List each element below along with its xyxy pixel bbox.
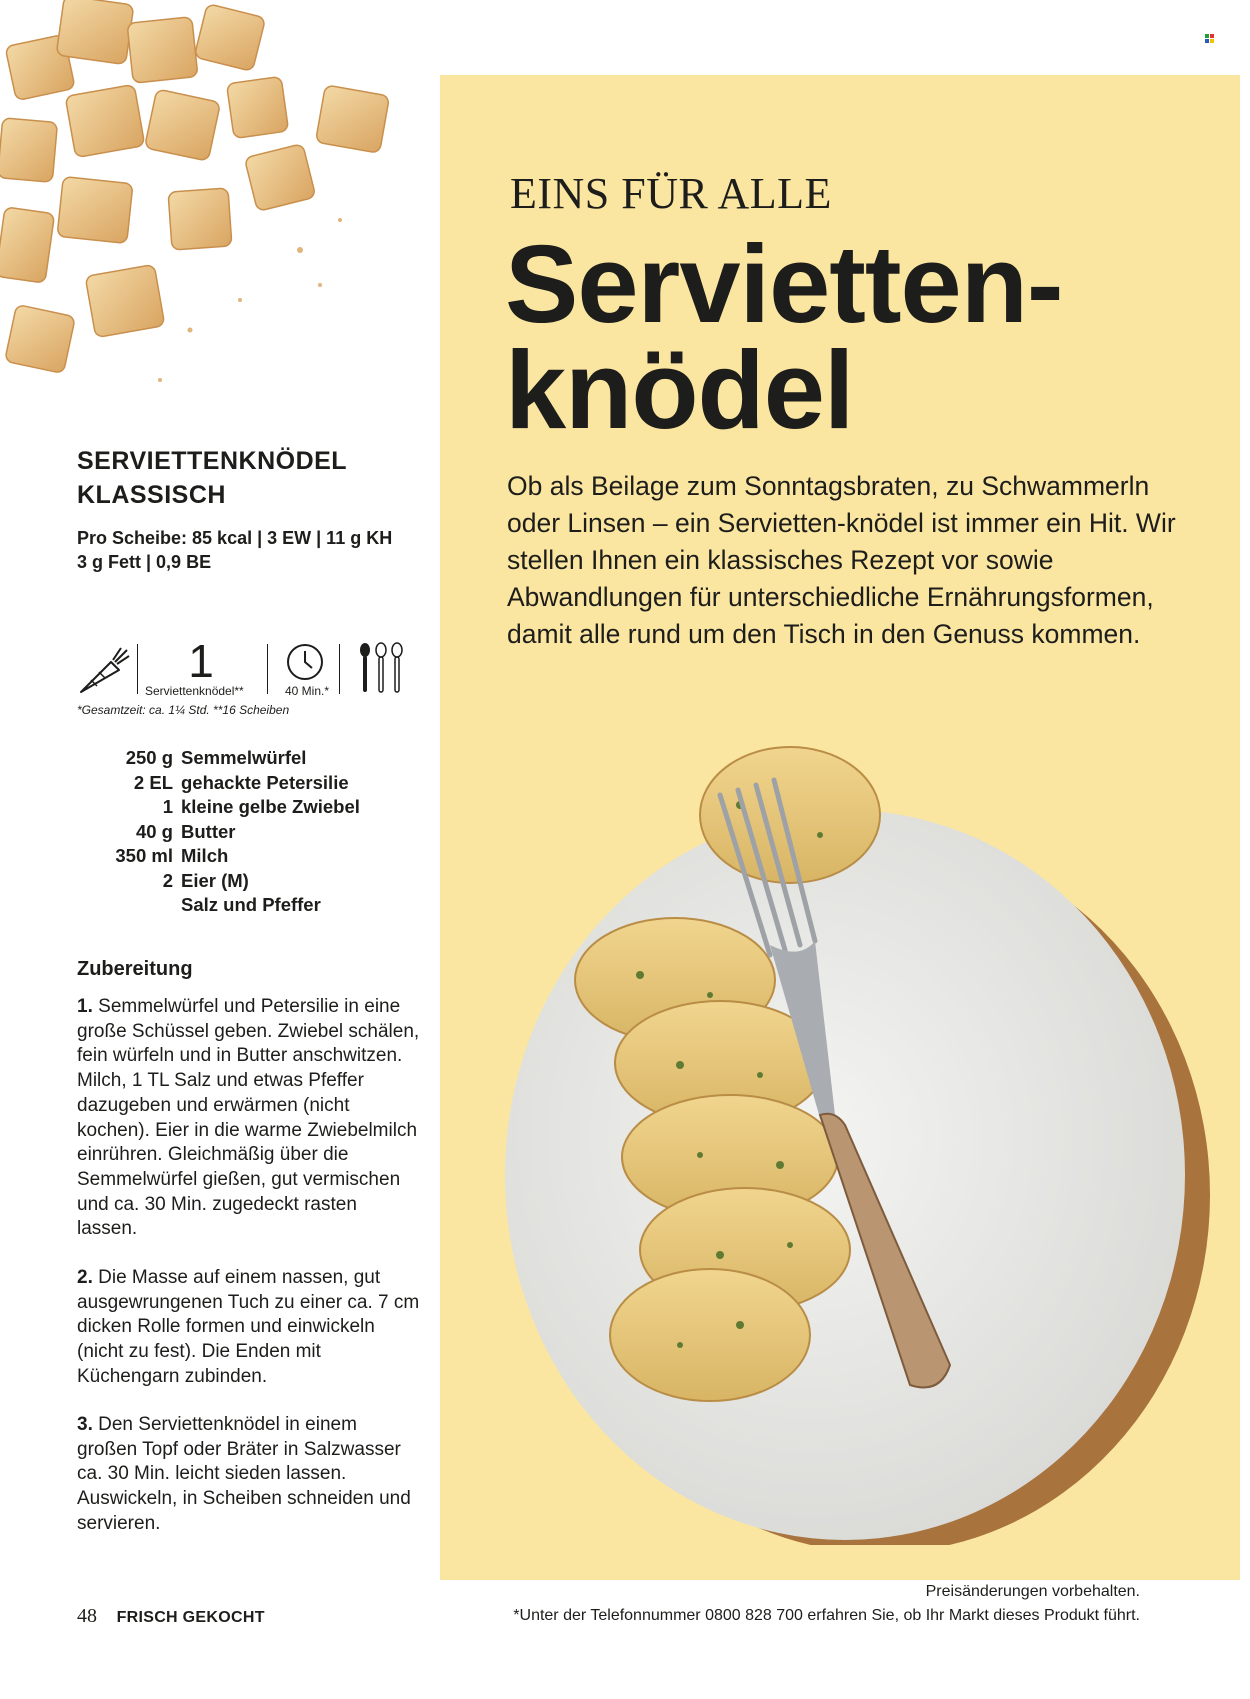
nutrition-line-2: 3 g Fett | 0,9 BE bbox=[77, 552, 212, 572]
carrot-icon bbox=[77, 646, 133, 696]
clock-icon bbox=[285, 642, 325, 682]
ingredient-name: gehackte Petersilie bbox=[181, 771, 349, 793]
ingredient-qty bbox=[90, 893, 181, 918]
ingredient-qty: 250 g bbox=[125, 747, 173, 768]
ingredient-qty: 40 g bbox=[135, 820, 173, 842]
recipe-title-line-1: SERVIETTENKNÖDEL bbox=[77, 447, 348, 475]
title-line-2: knödel bbox=[505, 329, 854, 452]
ingredient-qty: 1 bbox=[162, 796, 173, 817]
ingredient-list bbox=[90, 746, 360, 918]
title-line-1: Servietten- bbox=[505, 223, 1063, 346]
servings-count: 1 bbox=[188, 635, 214, 687]
ingredient-name: Salz und Pfeffer bbox=[181, 894, 321, 915]
section-kicker: EINS FÜR ALLE bbox=[510, 169, 832, 218]
ingredient-row bbox=[90, 820, 360, 845]
magazine-brand: FRISCH GEKOCHT bbox=[116, 1609, 265, 1626]
price-disclaimer: Preisänderungen vorbehalten. bbox=[925, 1583, 1140, 1600]
info-separator bbox=[339, 644, 340, 694]
phone-disclaimer: *Unter der Telefonnummer 0800 828 700 erfahren Sie, ob Ihr Markt dieses Produkt führt. bbox=[513, 1607, 1140, 1624]
ingredient-qty: 2 bbox=[162, 869, 173, 891]
step-text: Semmelwürfel und Petersilie in eine große Schüssel geben. Zwiebel schälen, fein würfeln und in Butter anschwitzen. Milch, 1 TL Salz und etwas Pfeffer dazugeben und erwärmen (nicht kochen). Eier in die warme Zwiebelmilch einrühren. Gleichmäßig über die Semmelwürfel gießen, gut vermischen und ca. 30 Min. zugedeckt rasten lassen. bbox=[77, 996, 420, 1240]
ingredient-name: Butter bbox=[181, 820, 236, 842]
page-title bbox=[505, 223, 1063, 452]
print-marks-icon bbox=[1205, 34, 1214, 43]
page-number: 48 bbox=[77, 1605, 97, 1627]
preparation-step bbox=[77, 995, 422, 1242]
info-footnote: *Gesamtzeit: ca. 1¼ Std. **16 Scheiben bbox=[77, 703, 290, 717]
difficulty-spoons-icon bbox=[357, 642, 407, 694]
ingredient-row bbox=[90, 893, 360, 918]
page-footer bbox=[77, 1605, 265, 1628]
ingredient-row bbox=[90, 746, 360, 771]
intro-text: Ob als Beilage zum Sonntagsbraten, zu Schwammerln oder Linsen – ein Servietten-knödel ist immer ein Hit. Wir stellen Ihnen ein klassisches Rezept vor sowie Abwandlungen für unterschiedliche Ernährungsformen, damit alle rund um den Tisch in den Genuss kommen. bbox=[507, 471, 1176, 649]
step-text: Den Serviettenknödel in einem großen Topf oder Bräter in Salzwasser ca. 30 Min. leicht sieden lassen. Auswickeln, in Scheiben schneiden und servieren. bbox=[77, 1414, 411, 1534]
ingredient-name: Eier (M) bbox=[181, 869, 249, 891]
ingredient-name: Semmelwürfel bbox=[181, 747, 307, 768]
nutrition-info bbox=[77, 526, 392, 574]
preparation-heading: Zubereitung bbox=[77, 958, 193, 980]
time-label: 40 Min.* bbox=[285, 684, 330, 698]
ingredient-qty: 350 ml bbox=[115, 845, 173, 866]
step-text: Die Masse auf einem nassen, gut ausgewrungenen Tuch zu einer ca. 7 cm dicken Rolle formen und einwickeln (nicht zu fest). Die Enden mit Küchengarn zubinden. bbox=[77, 1267, 420, 1387]
ingredient-row bbox=[90, 795, 360, 820]
recipe-title-line-2: KLASSISCH bbox=[77, 481, 226, 509]
ingredient-name: kleine gelbe Zwiebel bbox=[181, 796, 360, 817]
recipe-title bbox=[77, 444, 347, 512]
preparation-step bbox=[77, 1413, 422, 1537]
ingredient-row bbox=[90, 844, 360, 869]
ingredient-row bbox=[90, 869, 360, 894]
ingredient-qty: 2 EL bbox=[133, 771, 173, 793]
dumpling-photo bbox=[440, 745, 1240, 1545]
servings-label: Serviettenknödel** bbox=[145, 684, 244, 698]
nutrition-line-1: Pro Scheibe: 85 kcal | 3 EW | 11 g KH bbox=[77, 528, 393, 548]
step-number: 1. bbox=[77, 996, 93, 1017]
step-number: 3. bbox=[77, 1414, 93, 1435]
ingredient-name: Milch bbox=[181, 845, 229, 866]
preparation-step bbox=[77, 1266, 422, 1390]
ingredient-row bbox=[90, 771, 360, 796]
step-number: 2. bbox=[77, 1267, 93, 1288]
info-separator bbox=[267, 644, 268, 694]
crouton-photo bbox=[0, 0, 440, 420]
